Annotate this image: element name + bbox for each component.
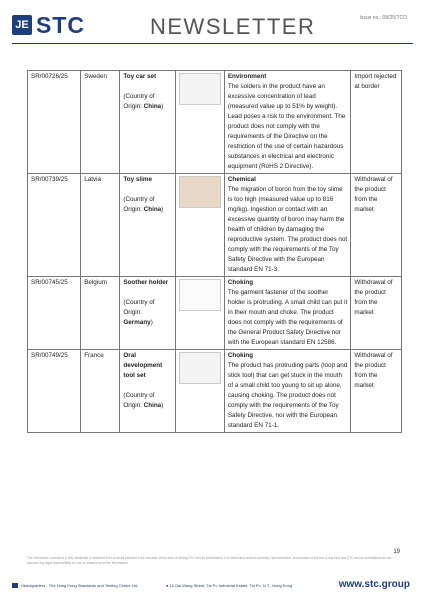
logo-text: STC — [36, 12, 85, 38]
disclaimer: The information contained in this newsletter is obtained from sources believed to be accurate at the time of writing STC and its subsidiaries. It is distributed without warranty, representation, inducement or license of any kind and STC and its subsidiaries do not assume any legal responsibility for use or reliance upon the information. — [27, 556, 392, 565]
origin-prefix: Origin: — [123, 206, 144, 213]
image-cell — [175, 174, 224, 277]
measure-cell: Withdrawal of the product from the market — [351, 350, 402, 433]
logo — [12, 12, 85, 38]
origin-label: (Country of — [123, 93, 155, 100]
origin-suffix: ) — [150, 319, 153, 326]
origin-country: China — [143, 103, 162, 110]
building-icon — [12, 583, 18, 588]
logo-mark: JE — [12, 15, 32, 35]
measure-cell: Withdrawal of the product from the market — [351, 174, 402, 277]
measure-cell: Import rejected at border — [351, 71, 402, 174]
reference-cell: SR/00749/25 — [28, 350, 81, 433]
image-cell — [175, 71, 224, 174]
product-name: Toy slime — [123, 176, 152, 183]
country-cell: Sweden — [81, 71, 120, 174]
product-photo — [179, 176, 221, 208]
origin-prefix: Origin: — [123, 309, 142, 316]
origin-country: China — [143, 402, 162, 409]
table-row — [28, 174, 402, 277]
product-photo — [179, 279, 221, 311]
risk-description: The solders in the product have an excessive concentration of lead (measured value up to 51% by weight). Lead poses a risk to the environment. The product does not comply with the requirements of the Directive on the restriction of the use of certain hazardous substances in electrical and electronic equipment (RoHS 2 Directive). — [227, 83, 346, 170]
risk-type: Environment — [227, 73, 267, 80]
image-cell — [175, 350, 224, 433]
product-name: Oral development tool set — [123, 352, 163, 379]
recall-table — [27, 70, 402, 433]
product-cell — [120, 277, 175, 350]
origin-country: Germany — [123, 319, 151, 326]
product-cell — [120, 174, 175, 277]
risk-description: The product has protruding parts (loop and stick tool) that can get stuck in the mouth of a small child too young to sit up alone, causing choking. The product does not comply with the requirements of the Toy Safety Directive, nor with the European standard EN 71-1. — [227, 362, 348, 429]
origin-prefix: Origin: — [123, 103, 144, 110]
risk-description: The migration of boron from the toy slime is too high (measured value up to 816 mg/kg). Ingestion or contact with an excessive quantity of boron may harm the health of children by damaging the reproductive system. The product does not comply with the requirements of the Toy Safety Directive with the European standard EN 71-3. — [227, 186, 348, 273]
country-cell: France — [81, 350, 120, 433]
origin-label: (Country of — [123, 299, 155, 306]
table-row — [28, 277, 402, 350]
origin-suffix: ) — [161, 206, 164, 213]
reference-cell: SR/00745/25 — [28, 277, 81, 350]
measure-cell: Withdrawal of the product from the market — [351, 277, 402, 350]
risk-type: Choking — [227, 279, 254, 286]
origin-suffix: ) — [161, 103, 164, 110]
page-number: 19 — [393, 549, 400, 555]
product-cell — [120, 350, 175, 433]
risk-type: Chemical — [227, 176, 256, 183]
risk-cell — [224, 277, 350, 350]
reference-cell: SR/00726/25 — [28, 71, 81, 174]
product-name: Toy car set — [123, 73, 157, 80]
origin-label: (Country of — [123, 392, 155, 399]
footer-hq — [12, 583, 138, 588]
location-pin-icon: ● — [166, 583, 169, 588]
product-photo — [179, 352, 221, 384]
newsletter-title: NEWSLETTER — [150, 14, 316, 39]
risk-description: The garment fastener of the soother holder is protruding. A small child can put it in their mouth and choke. The product does not comply with the requirements of the General Product Safety Directive nor with the European standard EN 12586. — [227, 289, 348, 346]
header-divider — [12, 43, 413, 44]
website-link[interactable]: www.stc.group — [338, 579, 410, 590]
image-cell — [175, 277, 224, 350]
product-photo — [179, 73, 221, 105]
origin-country: China — [143, 206, 162, 213]
risk-cell — [224, 71, 350, 174]
product-cell — [120, 71, 175, 174]
issue-number: Issue no.: 08/25/TCO — [359, 15, 407, 21]
reference-cell: SR/00739/25 — [28, 174, 81, 277]
risk-type: Choking — [227, 352, 254, 359]
hq-text: Headquarters - The Hong Kong Standards and Testing Centre Ltd. — [21, 583, 139, 588]
table-row — [28, 71, 402, 174]
address-text: 10 Dai Wang Street, Tai Po Industrial Estate, Tai Po, N.T., Hong Kong — [169, 583, 293, 588]
origin-label: (Country of — [123, 196, 155, 203]
product-name: Soother holder — [123, 279, 169, 286]
country-cell: Latvia — [81, 174, 120, 277]
risk-cell — [224, 174, 350, 277]
risk-cell — [224, 350, 350, 433]
country-cell: Belgium — [81, 277, 120, 350]
origin-suffix: ) — [161, 402, 164, 409]
origin-prefix: Origin: — [123, 402, 144, 409]
table-row — [28, 350, 402, 433]
footer-address — [166, 583, 292, 588]
